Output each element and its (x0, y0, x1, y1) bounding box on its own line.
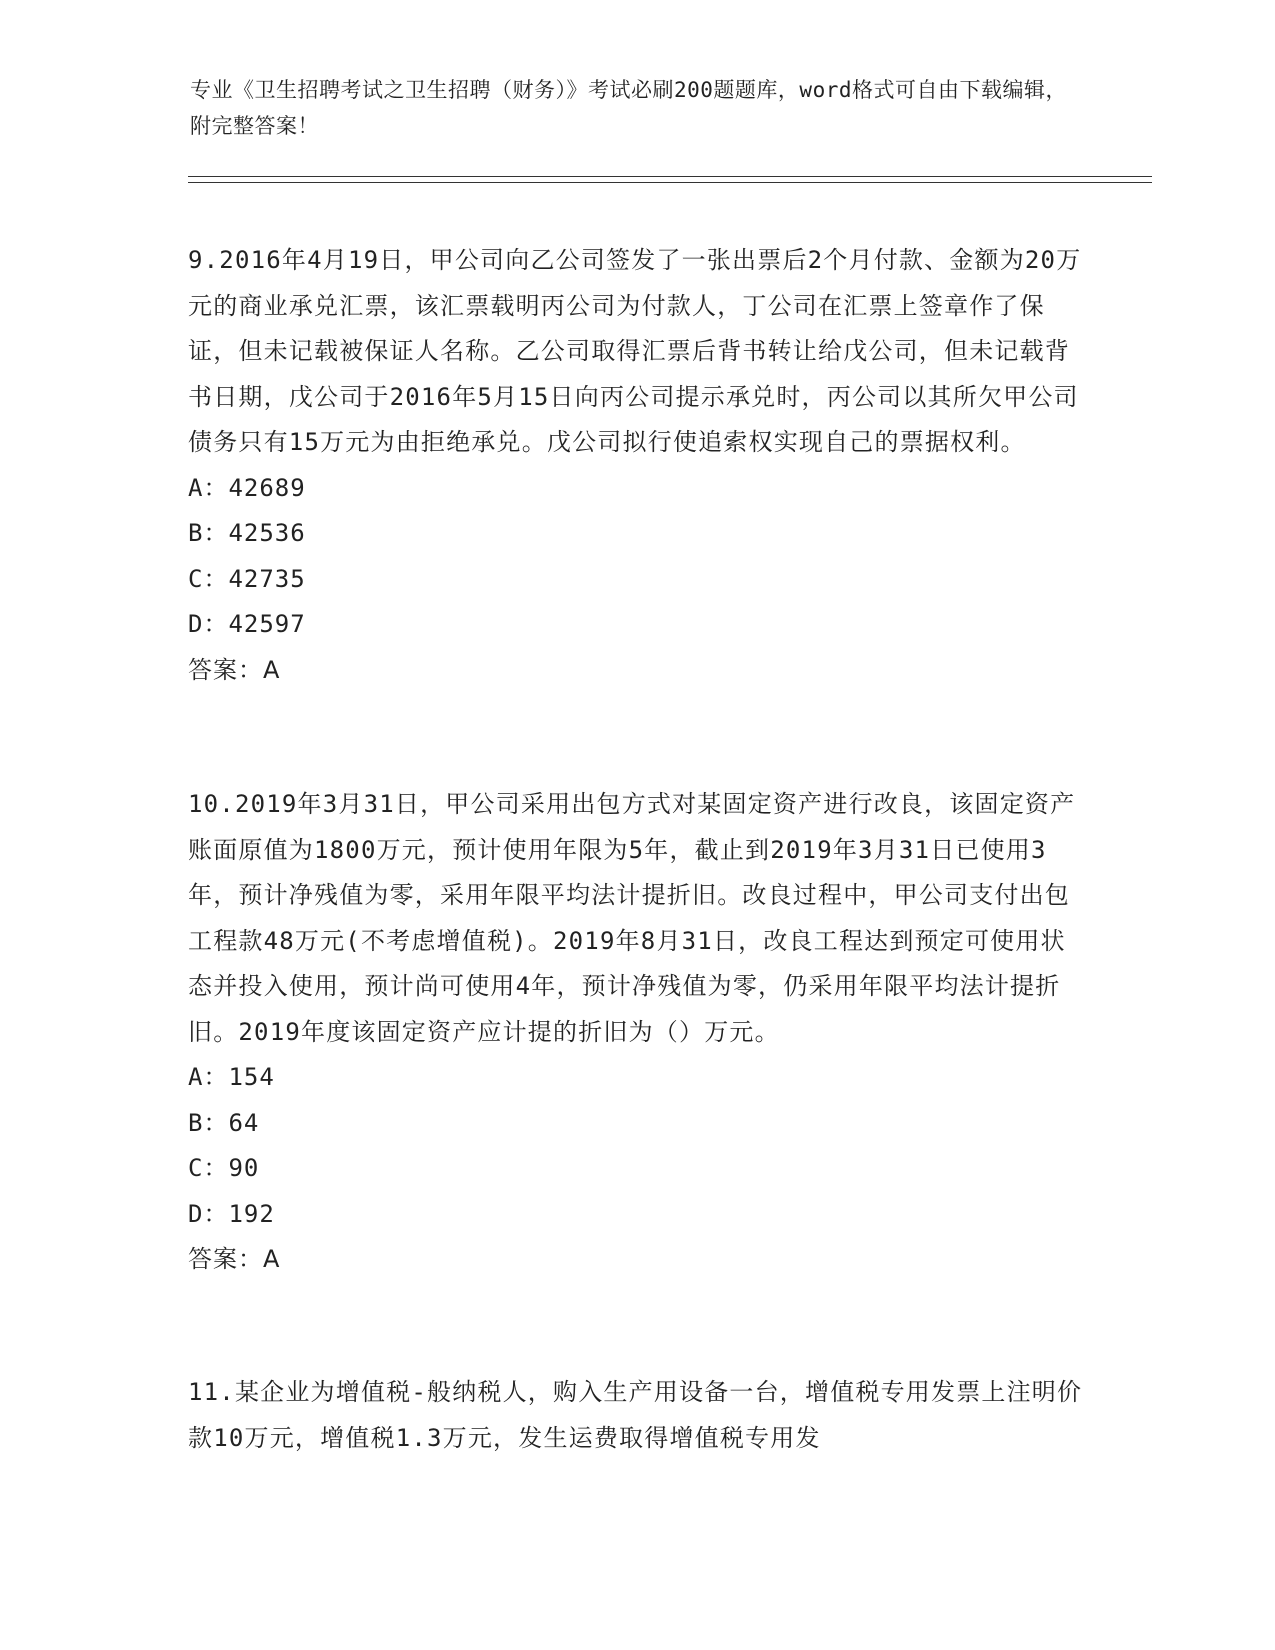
document-header: 专业《卫生招聘考试之卫生招聘（财务）》考试必刷200题题库，word格式可自由下载编辑，附完整答案！ (190, 78, 1067, 138)
option-a: A：154 (188, 1063, 275, 1091)
option-c: C：42735 (188, 564, 306, 593)
option-a: A：42689 (188, 473, 306, 502)
answer: 答案：A (188, 1245, 281, 1273)
option-c: C：90 (188, 1154, 260, 1182)
option-d: D：192 (188, 1199, 275, 1228)
question-11 (188, 1370, 1088, 1461)
option-d: D：42597 (188, 610, 306, 638)
option-b: B：64 (188, 1108, 260, 1137)
option-b: B：42536 (188, 519, 306, 547)
question-10 (188, 782, 1088, 1283)
header-divider-top (188, 176, 1152, 177)
question-text: 10.2019年3月31日，甲公司采用出包方式对某固定资产进行改良，该固定资产账面原值为1800万元，预计使用年限为5年，截止到2019年3月31日已使用3年，预计净残值为零，采用年限平均法计提折旧。改良过程中，甲公司支付出包工程款48万元(不考虑增值税)。2019年8月31日，改良工程达到预定可使用状态并投入使用，预计尚可使用4年，预计净残值为零，仍采用年限平均法计提折旧。2019年度该固定资产应计提的折旧为（）万元。 (188, 790, 1076, 1046)
header-divider-bottom (188, 182, 1152, 183)
answer: 答案：A (188, 655, 281, 684)
question-text: 9.2016年4月19日，甲公司向乙公司签发了一张出票后2个月付款、金额为20万元的商业承兑汇票，该汇票载明丙公司为付款人，丁公司在汇票上签章作了保证，但未记载被保证人名称。乙公司取得汇票后背书转让给戊公司，但未记载背书日期，戊公司于2016年5月15日向丙公司提示承兑时，丙公司以其所欠甲公司债务只有15万元为由拒绝承兑。戊公司拟行使追索权实现自己的票据权利。 (188, 246, 1082, 456)
question-9 (188, 238, 1088, 693)
question-text: 11.某企业为增值税-般纳税人，购入生产用设备一台，增值税专用发票上注明价款10万元，增值税1.3万元，发生运费取得增值税专用发 (188, 1378, 1083, 1452)
